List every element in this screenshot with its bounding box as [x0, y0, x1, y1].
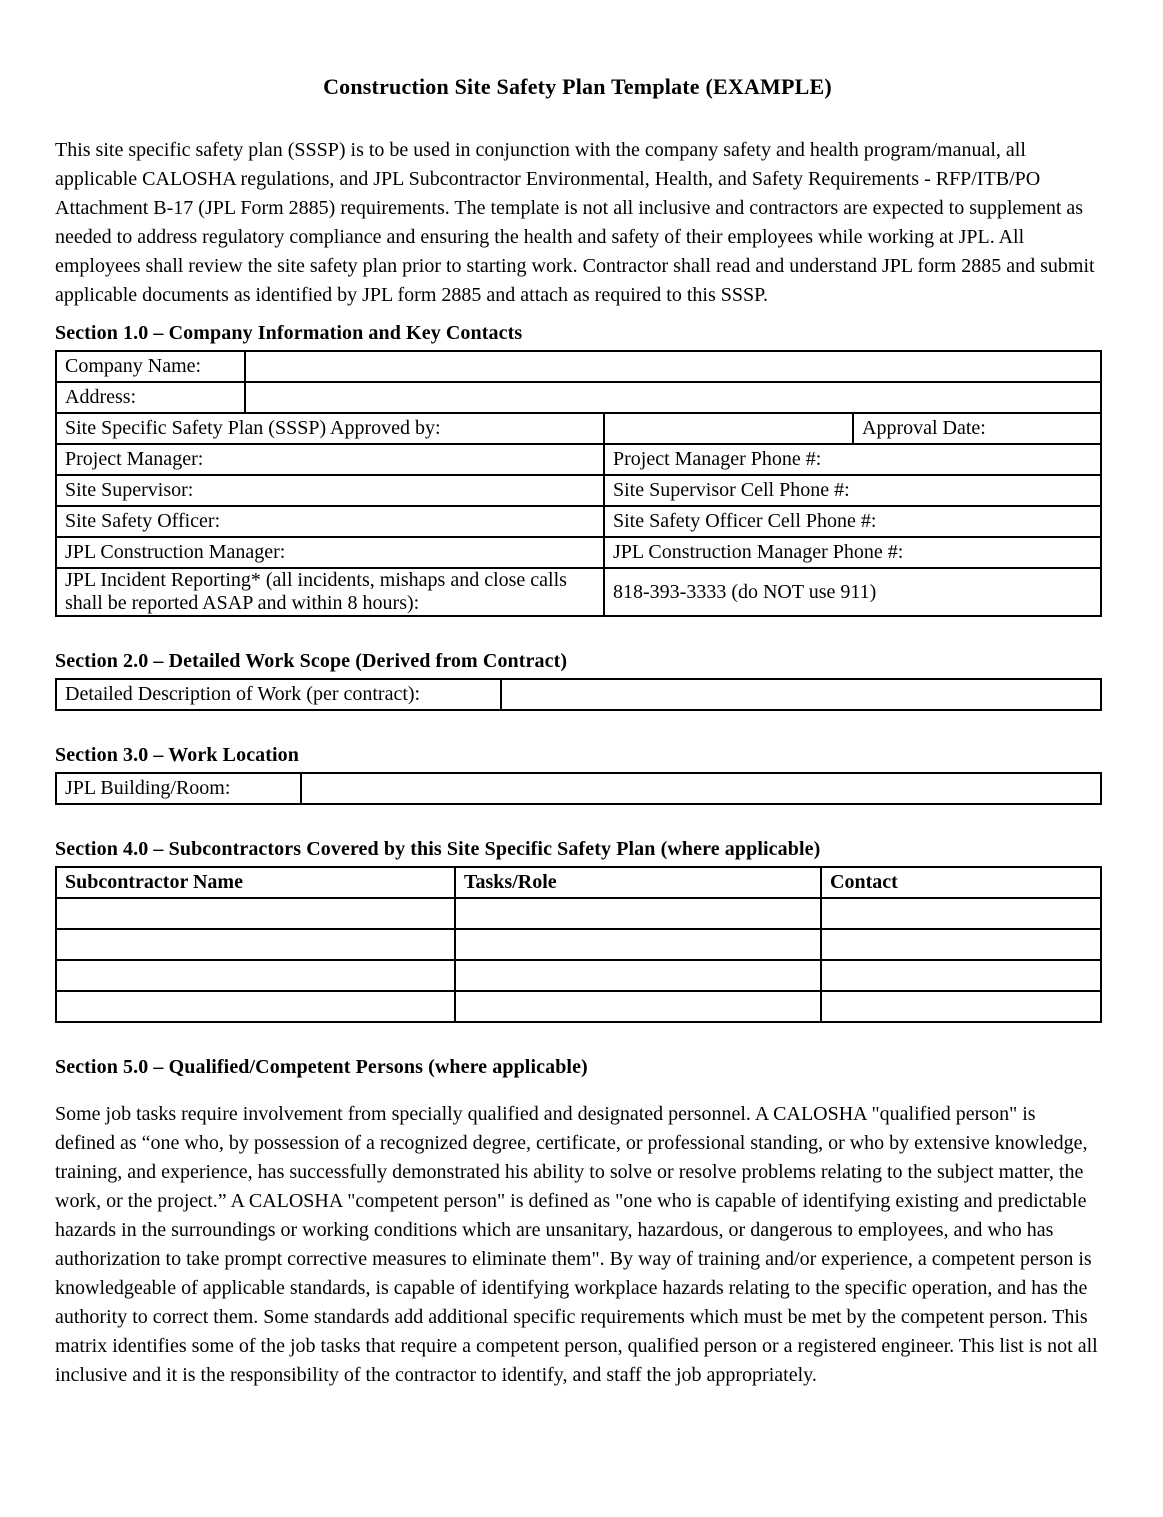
- company-name-label: Company Name:: [56, 351, 245, 382]
- subcontractor-name-field[interactable]: [56, 960, 455, 991]
- page-title: Construction Site Safety Plan Template (EXAMPLE): [323, 74, 832, 99]
- table-row: [56, 475, 1101, 506]
- site-supervisor-phone-label: Site Supervisor Cell Phone #:: [604, 475, 1101, 506]
- sssp-approved-by-field[interactable]: [604, 413, 853, 444]
- contact-field[interactable]: [821, 960, 1101, 991]
- project-manager-phone-label: Project Manager Phone #:: [604, 444, 1101, 475]
- table-row: [56, 679, 1101, 710]
- approval-date-label: Approval Date:: [853, 413, 1101, 444]
- sssp-approved-by-label: Site Specific Safety Plan (SSSP) Approved by:: [56, 413, 604, 444]
- table-header-row: [56, 867, 1101, 898]
- subcontractor-name-field[interactable]: [56, 898, 455, 929]
- site-supervisor-label: Site Supervisor:: [56, 475, 604, 506]
- work-description-label: Detailed Description of Work (per contract):: [56, 679, 501, 710]
- section-3-heading: Section 3.0 – Work Location: [55, 744, 300, 766]
- company-name-field[interactable]: [245, 351, 1101, 382]
- table-row: [56, 413, 1101, 444]
- jpl-construction-manager-label: JPL Construction Manager:: [56, 537, 604, 568]
- contact-field[interactable]: [821, 929, 1101, 960]
- subcontractor-name-field[interactable]: [56, 929, 455, 960]
- table-row: [56, 991, 1101, 1022]
- table-row: [56, 929, 1101, 960]
- building-room-label: JPL Building/Room:: [56, 773, 301, 804]
- site-safety-officer-phone-label: Site Safety Officer Cell Phone #:: [604, 506, 1101, 537]
- table-row: [56, 568, 1101, 616]
- address-field[interactable]: [245, 382, 1101, 413]
- work-description-field[interactable]: [501, 679, 1101, 710]
- tasks-role-field[interactable]: [455, 960, 821, 991]
- table-row: [56, 773, 1101, 804]
- site-safety-officer-label: Site Safety Officer:: [56, 506, 604, 537]
- intro-paragraph: This site specific safety plan (SSSP) is to be used in conjunction with the company safety and health program/manual, all applicable CALOSHA regulations, and JPL Subcontractor Environmental, Health, and Safety Requirements - RFP/ITB/PO Attachment B-17 (JPL Form 2885) requirements. The template is not all inclusive and contractors are expected to supplement as needed to address regulatory compliance and ensuring the health and safety of their employees while working at JPL. All employees shall review the site safety plan prior to starting work. Contractor shall read and understand JPL form 2885 and submit applicable documents as identified by JPL form 2885 and attach as required to this SSSP.: [55, 139, 1095, 306]
- subcontractors-table: [55, 866, 1102, 1023]
- table-row: [56, 444, 1101, 475]
- qualified-persons-paragraph: Some job tasks require involvement from specially qualified and designated personnel. A CALOSHA "qualified person" is defined as “one who, by possession of a recognized degree, certificate, or professional standing, or who by extensive knowledge, training, and experience, has successfully demonstrated his ability to solve or resolve problems relating to the subject matter, the work, or the project.” A CALOSHA "competent person" is defined as "one who is capable of identifying existing and predictable hazards in the surroundings or working conditions which are unsanitary, hazardous, or dangerous to employees, and who has authorization to take prompt corrective measures to eliminate them". By way of training and/or experience, a competent person is knowledgeable of applicable standards, is capable of identifying workplace hazards relating to the specific operation, and has the authority to correct them. Some standards add additional specific requirements which must be met by the competent person. This matrix identifies some of the job tasks that require a competent person, qualified person or a registered engineer. This list is not all inclusive and it is the responsibility of the contractor to identify, and staff the job appropriately.: [55, 1103, 1098, 1386]
- section-4-heading: Section 4.0 – Subcontractors Covered by this Site Specific Safety Plan (where applicable): [55, 838, 821, 860]
- tasks-role-field[interactable]: [455, 991, 821, 1022]
- subcontractor-name-field[interactable]: [56, 991, 455, 1022]
- table-row: [56, 382, 1101, 413]
- incident-reporting-phone-value: 818-393-3333 (do NOT use 911): [604, 568, 1101, 616]
- tasks-role-field[interactable]: [455, 929, 821, 960]
- table-row: [56, 960, 1101, 991]
- address-label: Address:: [56, 382, 245, 413]
- contact-column-header: Contact: [821, 867, 1101, 898]
- tasks-role-field[interactable]: [455, 898, 821, 929]
- contact-field[interactable]: [821, 991, 1101, 1022]
- work-location-table: [55, 772, 1102, 805]
- table-row: [56, 506, 1101, 537]
- incident-reporting-label: JPL Incident Reporting* (all incidents, mishaps and close calls shall be reported ASAP and within 8 hours):: [56, 568, 604, 616]
- section-2-heading: Section 2.0 – Detailed Work Scope (Derived from Contract): [55, 650, 568, 672]
- work-scope-table: [55, 678, 1102, 711]
- table-row: [56, 351, 1101, 382]
- company-info-table: [55, 350, 1102, 617]
- building-room-field[interactable]: [301, 773, 1101, 804]
- subcontractor-name-column-header: Subcontractor Name: [56, 867, 455, 898]
- tasks-role-column-header: Tasks/Role: [455, 867, 821, 898]
- table-row: [56, 537, 1101, 568]
- table-row: [56, 898, 1101, 929]
- section-5-heading: Section 5.0 – Qualified/Competent Persons (where applicable): [55, 1056, 588, 1078]
- project-manager-label: Project Manager:: [56, 444, 604, 475]
- jpl-construction-manager-phone-label: JPL Construction Manager Phone #:: [604, 537, 1101, 568]
- section-1-heading: Section 1.0 – Company Information and Key Contacts: [55, 322, 523, 344]
- contact-field[interactable]: [821, 898, 1101, 929]
